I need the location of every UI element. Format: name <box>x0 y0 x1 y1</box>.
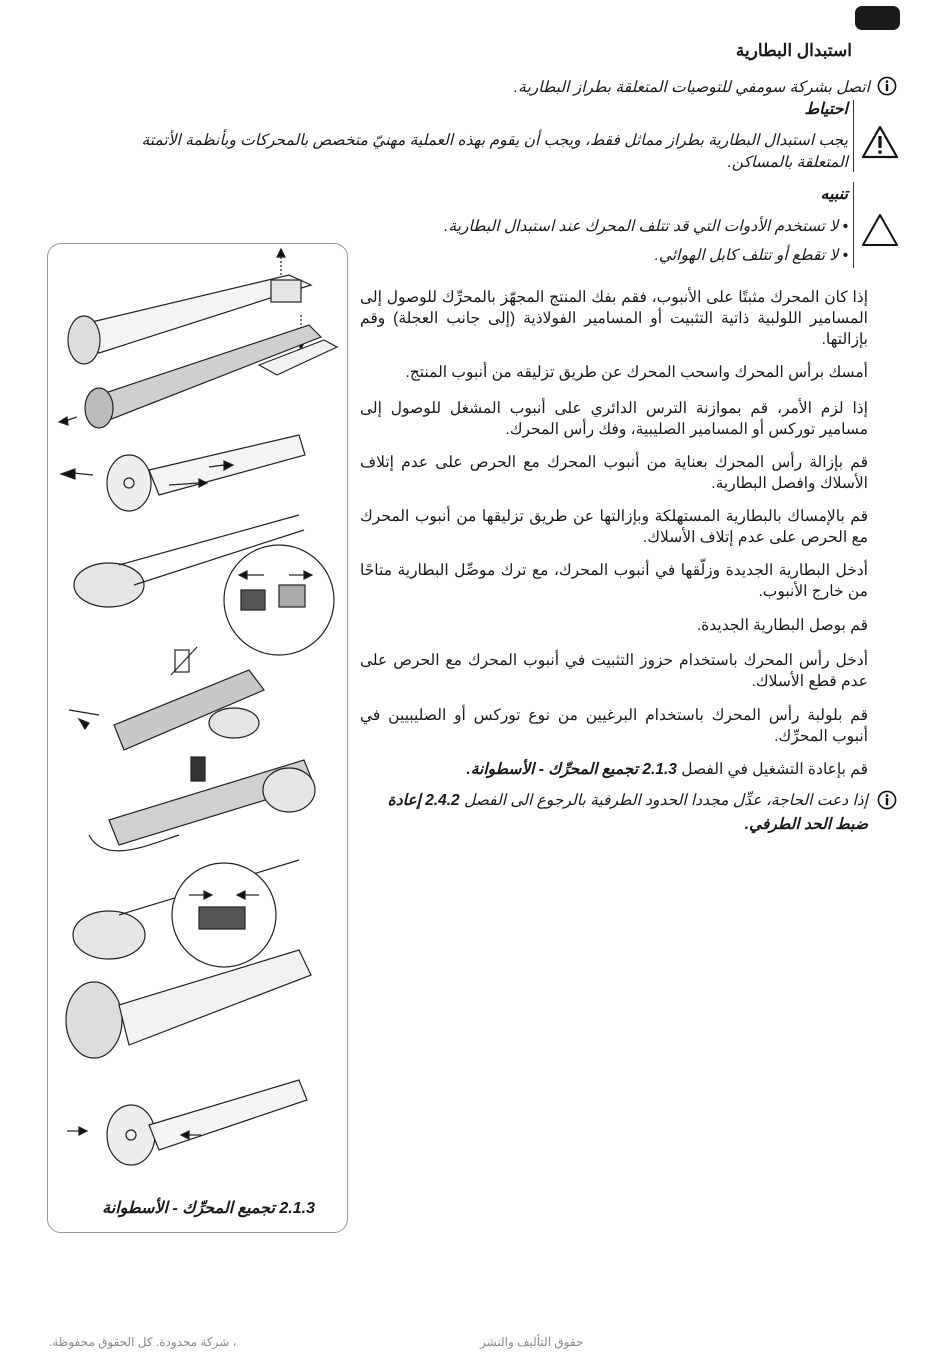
warning-triangle-icon <box>860 212 900 248</box>
step-6: أدخل البطارية الجديدة وزلّقها في أنبوب المحرك، مع ترك موصِّل البطارية متاحًا من خارج الأنبوب. <box>360 562 868 600</box>
step-5: قم بالإمساك بالبطارية المستهلكة وبإزالتها عن طريق تزليقها من أنبوب المحرك مع الحرص على عدم إتلاف الأسلاك. <box>360 508 868 546</box>
figure-caption: 2.1.3 تجميع المحرِّك - الأسطوانة <box>102 1200 315 1217</box>
motor-assembly-illustrations <box>49 245 346 1190</box>
step-7: قم بوصل البطارية الجديدة. <box>696 617 868 634</box>
step-3: إذا لزم الأمر، قم بموازنة الترس الدائري على أنبوب المشغل للوصول إلى مسامير توركس أو المسامير الصليبية، وفك رأس المحرك. <box>360 400 868 438</box>
step-2: أمسك برأس المحرك واسحب المحرك عن طريق تزليقه من أنبوب المنتج. <box>405 364 868 381</box>
info-note-limits-line1: إذا دعت الحاجة، عدِّل مجددا الحدود الطرفية بالرجوع الى الفصل 2.4.2 إعادة <box>387 792 868 809</box>
chapter-ref-2-4-2: 2.4.2 إعادة <box>387 792 460 809</box>
chapter-ref-2-1-3: 2.1.3 تجميع المحرِّك - الأسطوانة. <box>466 761 677 778</box>
footer-copyright: حقوق التأليف والنشر <box>480 1335 584 1349</box>
step-1: إذا كان المحرك مثبتًا على الأنبوب، فقم بفك المنتج المجهّز بالمحرِّك للوصول إلى المسامير اللولبية ذاتية التثبيت أو المسامير الفولاذية (إلى جانب العجلة) وقم بإزالتها. <box>360 289 868 348</box>
caution-text-line2: المتعلقة بالمساكن. <box>727 154 848 171</box>
language-tab <box>855 6 900 30</box>
caution-triangle-icon <box>860 124 900 160</box>
step-4: قم بإزالة رأس المحرك بعناية من أنبوب المحرك مع الحرص على عدم إتلاف الأسلاك وافصل البطارية. <box>360 454 868 492</box>
info-note-limits-line2: ضبط الحد الطرفي. <box>744 816 868 833</box>
section-title: استبدال البطارية <box>735 41 852 60</box>
warning-bar <box>853 182 854 268</box>
warning-item-1: • لا تستخدم الأدوات التي قد تتلف المحرك عند استبدال البطارية. <box>444 218 848 235</box>
info-note-battery: اتصل بشركة سومفي للتوصيات المتعلقة بطراز البطارية. <box>513 79 870 96</box>
info-icon <box>877 76 897 96</box>
step-10: قم بإعادة التشغيل في الفصل 2.1.3 تجميع المحرِّك - الأسطوانة. <box>466 761 868 778</box>
step-9: قم بلولبة رأس المحرك باستخدام البرغيين من نوع توركس أو الصليبيين في أنبوب المحرِّك. <box>360 707 868 745</box>
warning-item-2: • لا تقطع أو تتلف كابل الهوائي. <box>654 247 848 264</box>
warning-label: تنبيه <box>820 186 848 203</box>
info-icon <box>877 790 897 810</box>
step-8: أدخل رأس المحرك باستخدام حزوز التثبيت في أنبوب المحرك مع الحرص على عدم قطع الأسلاك. <box>360 652 868 690</box>
caution-bar <box>853 100 854 172</box>
caution-text-line1: يجب استبدال البطارية بطراز مماثل فقط، ويجب أن يقوم بهذه العملية مهنيّ متخصص بالمحركات وبأنظمة الأتمتة <box>141 132 848 149</box>
caution-label: احتياط <box>804 101 848 118</box>
footer-rights: ، شركة محدودة. كل الحقوق محفوظة. <box>49 1335 237 1349</box>
